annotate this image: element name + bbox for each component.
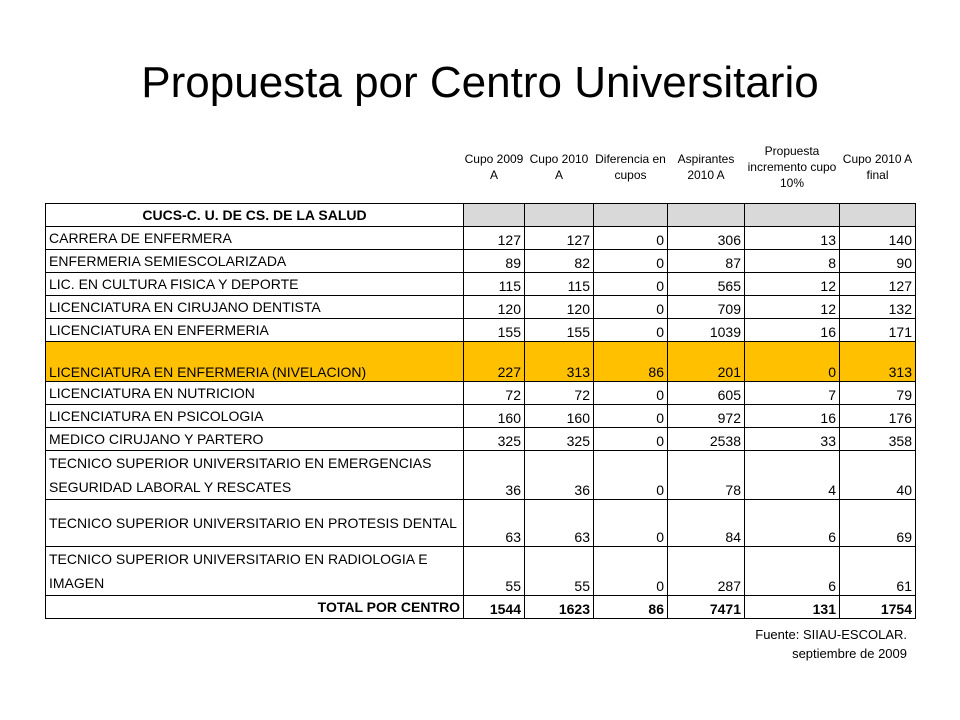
table-row bbox=[46, 404, 916, 427]
cupo-2010-value: 115 bbox=[525, 272, 594, 295]
program-name: TECNICO SUPERIOR UNIVERSITARIO EN PROTESIS DENTAL bbox=[46, 499, 464, 546]
table-row bbox=[46, 226, 916, 249]
total-label: TOTAL POR CENTRO bbox=[46, 595, 464, 618]
program-name: TECNICO SUPERIOR UNIVERSITARIO EN RADIOLOGIA E IMAGEN bbox=[46, 546, 464, 595]
incremento-value: 16 bbox=[745, 404, 840, 427]
program-name: LIC. EN CULTURA FISICA Y DEPORTE bbox=[46, 272, 464, 295]
highlighted-row bbox=[46, 341, 916, 381]
incremento-value: 13 bbox=[745, 226, 840, 249]
aspirantes-value: 84 bbox=[668, 499, 745, 546]
cupo-2009-value: 63 bbox=[464, 499, 525, 546]
cupo-2009-value: 36 bbox=[464, 450, 525, 499]
cupo-2009-value: 227 bbox=[464, 341, 525, 381]
program-name: MEDICO CIRUJANO Y PARTERO bbox=[46, 427, 464, 450]
program-name: LICENCIATURA EN ENFERMERIA bbox=[46, 318, 464, 341]
table-row bbox=[46, 295, 916, 318]
table-row bbox=[46, 427, 916, 450]
cupo-2010-value: 72 bbox=[525, 381, 594, 404]
cupos-table bbox=[45, 131, 916, 619]
program-name: TECNICO SUPERIOR UNIVERSITARIO EN EMERGENCIAS SEGURIDAD LABORAL Y RESCATES bbox=[46, 450, 464, 499]
aspirantes-value: 565 bbox=[668, 272, 745, 295]
incremento-value: 16 bbox=[745, 318, 840, 341]
total-cupo-2009: 1544 bbox=[464, 595, 525, 618]
cupo-final-value: 358 bbox=[840, 427, 916, 450]
cupo-2009-value: 155 bbox=[464, 318, 525, 341]
cupo-2009-value: 120 bbox=[464, 295, 525, 318]
cupo-2010-value: 155 bbox=[525, 318, 594, 341]
table-row bbox=[46, 318, 916, 341]
cupo-2009-value: 127 bbox=[464, 226, 525, 249]
incremento-value: 6 bbox=[745, 499, 840, 546]
column-header: Diferencia en cupos bbox=[595, 151, 666, 182]
aspirantes-value: 78 bbox=[668, 450, 745, 499]
cupo-2010-value: 55 bbox=[525, 546, 594, 595]
cupo-2009-value: 115 bbox=[464, 272, 525, 295]
aspirantes-value: 1039 bbox=[668, 318, 745, 341]
aspirantes-value: 709 bbox=[668, 295, 745, 318]
column-header: Aspirantes 2010 A bbox=[677, 151, 735, 182]
diferencia-value: 0 bbox=[594, 404, 668, 427]
incremento-value: 7 bbox=[745, 381, 840, 404]
cupo-2010-value: 127 bbox=[525, 226, 594, 249]
cupo-final-value: 132 bbox=[840, 295, 916, 318]
cupo-final-value: 90 bbox=[840, 249, 916, 272]
cupo-final-value: 79 bbox=[840, 381, 916, 404]
cupo-2010-value: 325 bbox=[525, 427, 594, 450]
aspirantes-value: 972 bbox=[668, 404, 745, 427]
table-row bbox=[46, 249, 916, 272]
aspirantes-value: 287 bbox=[668, 546, 745, 595]
diferencia-value: 0 bbox=[594, 546, 668, 595]
section-empty-cell bbox=[745, 203, 840, 226]
cupo-2010-value: 160 bbox=[525, 404, 594, 427]
diferencia-value: 0 bbox=[594, 381, 668, 404]
cupo-2009-value: 89 bbox=[464, 249, 525, 272]
cupo-final-value: 176 bbox=[840, 404, 916, 427]
incremento-value: 0 bbox=[745, 341, 840, 381]
section-row bbox=[46, 203, 916, 226]
header-blank-cell bbox=[46, 131, 464, 203]
cupo-2009-value: 72 bbox=[464, 381, 525, 404]
table-row bbox=[46, 546, 916, 595]
incremento-value: 4 bbox=[745, 450, 840, 499]
aspirantes-value: 201 bbox=[668, 341, 745, 381]
diferencia-value: 0 bbox=[594, 295, 668, 318]
cupo-2009-value: 325 bbox=[464, 427, 525, 450]
cupo-2009-value: 55 bbox=[464, 546, 525, 595]
diferencia-value: 0 bbox=[594, 318, 668, 341]
aspirantes-value: 87 bbox=[668, 249, 745, 272]
cupo-final-value: 140 bbox=[840, 226, 916, 249]
section-empty-cell bbox=[840, 203, 916, 226]
program-name: LICENCIATURA EN ENFERMERIA (NIVELACION) bbox=[46, 341, 464, 381]
cupo-2010-value: 36 bbox=[525, 450, 594, 499]
header-row bbox=[46, 131, 916, 203]
section-empty-cell bbox=[594, 203, 668, 226]
cupo-2010-value: 120 bbox=[525, 295, 594, 318]
column-header: Propuesta incremento cupo 10% bbox=[747, 143, 837, 190]
diferencia-value: 0 bbox=[594, 226, 668, 249]
column-header: Cupo 2009 A bbox=[464, 151, 524, 182]
section-empty-cell bbox=[668, 203, 745, 226]
incremento-value: 12 bbox=[745, 295, 840, 318]
source-line: Fuente: SIIAU-ESCOLAR. bbox=[755, 627, 907, 642]
cupo-final-value: 171 bbox=[840, 318, 916, 341]
aspirantes-value: 2538 bbox=[668, 427, 745, 450]
source-note bbox=[755, 625, 907, 663]
column-header: Cupo 2010 A final bbox=[842, 151, 913, 182]
column-header: Cupo 2010 A bbox=[529, 151, 589, 182]
diferencia-value: 0 bbox=[594, 450, 668, 499]
table-row bbox=[46, 272, 916, 295]
cupo-2010-value: 63 bbox=[525, 499, 594, 546]
cupo-2010-value: 313 bbox=[525, 341, 594, 381]
source-date: septiembre de 2009 bbox=[792, 646, 907, 661]
cupo-final-value: 40 bbox=[840, 450, 916, 499]
diferencia-value: 0 bbox=[594, 272, 668, 295]
program-name: CARRERA DE ENFERMERA bbox=[46, 226, 464, 249]
total-diferencia: 86 bbox=[594, 595, 668, 618]
total-cupo-final: 1754 bbox=[840, 595, 916, 618]
diferencia-value: 0 bbox=[594, 499, 668, 546]
table-row bbox=[46, 499, 916, 546]
section-empty-cell bbox=[525, 203, 594, 226]
slide-title: Propuesta por Centro Universitario bbox=[141, 58, 819, 107]
total-incremento: 131 bbox=[745, 595, 840, 618]
cupo-final-value: 313 bbox=[840, 341, 916, 381]
incremento-value: 6 bbox=[745, 546, 840, 595]
total-aspirantes: 7471 bbox=[668, 595, 745, 618]
table-row bbox=[46, 381, 916, 404]
program-name: LICENCIATURA EN CIRUJANO DENTISTA bbox=[46, 295, 464, 318]
program-name: ENFERMERIA SEMIESCOLARIZADA bbox=[46, 249, 464, 272]
aspirantes-value: 306 bbox=[668, 226, 745, 249]
section-empty-cell bbox=[464, 203, 525, 226]
total-row bbox=[46, 595, 916, 618]
cupo-final-value: 127 bbox=[840, 272, 916, 295]
cupo-final-value: 61 bbox=[840, 546, 916, 595]
cupo-2010-value: 82 bbox=[525, 249, 594, 272]
section-title: CUCS-C. U. DE CS. DE LA SALUD bbox=[46, 203, 464, 226]
total-cupo-2010: 1623 bbox=[525, 595, 594, 618]
diferencia-value: 0 bbox=[594, 249, 668, 272]
diferencia-value: 0 bbox=[594, 427, 668, 450]
incremento-value: 12 bbox=[745, 272, 840, 295]
program-name: LICENCIATURA EN NUTRICION bbox=[46, 381, 464, 404]
table-row bbox=[46, 450, 916, 499]
program-name: LICENCIATURA EN PSICOLOGIA bbox=[46, 404, 464, 427]
cupo-2009-value: 160 bbox=[464, 404, 525, 427]
diferencia-value: 86 bbox=[594, 341, 668, 381]
aspirantes-value: 605 bbox=[668, 381, 745, 404]
incremento-value: 8 bbox=[745, 249, 840, 272]
cupo-final-value: 69 bbox=[840, 499, 916, 546]
incremento-value: 33 bbox=[745, 427, 840, 450]
